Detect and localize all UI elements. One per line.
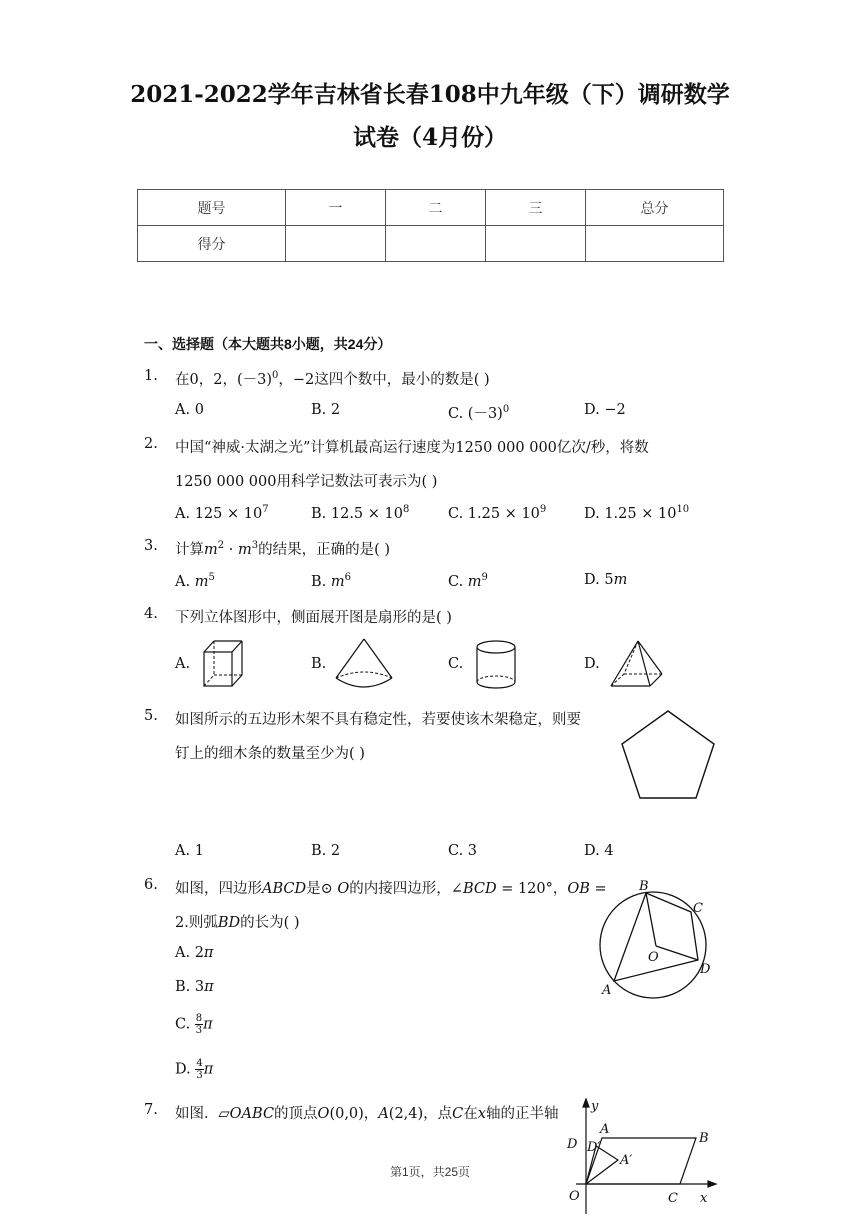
fig-label-y: y (591, 1099, 599, 1114)
option-d: D. 5m (584, 572, 628, 588)
question-text: 1250 000 000用科学记数法可表示为( ) (175, 474, 438, 490)
score-table-header-row (138, 190, 724, 226)
option-a: A. 1 (175, 843, 204, 859)
option-b: B. 2 (311, 843, 341, 859)
score-row-label: 得分 (138, 226, 286, 262)
option-a: A. (175, 656, 191, 672)
question-number: 4. (144, 606, 158, 622)
option-a: A. $m^5$ (175, 572, 215, 590)
option-c: C. $1.25 \times 10^9$ (448, 504, 547, 522)
score-header-cell: 总分 (586, 190, 724, 226)
score-table-row (138, 226, 724, 262)
question-text: 如图所示的五边形木架不具有稳定性，若要使该木架稳定，则要 (175, 712, 581, 728)
option-b: B. 3π (175, 979, 214, 995)
fig-label-o: O (569, 1189, 580, 1204)
fig-label-d: D (567, 1137, 578, 1152)
score-cell (286, 226, 386, 262)
page-title-line2: 试卷（4月份） (352, 124, 507, 151)
score-cell (586, 226, 724, 262)
pyramid-figure (608, 638, 666, 690)
score-header-cell: 三 (486, 190, 586, 226)
question-number: 2. (144, 436, 158, 452)
score-table (137, 189, 724, 262)
fig-label-d: D (700, 962, 711, 977)
circle-quadrilateral-figure (594, 876, 724, 1000)
fig-label-c: C (693, 901, 703, 916)
option-b: B. $12.5 \times 10^8$ (311, 504, 410, 522)
fig-label-o: O (648, 950, 659, 965)
question-text: 在0，2，$(-3)^0$，−2这四个数中，最小的数是( ) (175, 370, 490, 388)
question-number: 6. (144, 877, 158, 893)
option-b: B. 2 (311, 402, 341, 418)
score-cell (386, 226, 486, 262)
question-text: 2.则弧BD的长为( ) (175, 915, 300, 931)
cone-figure (333, 636, 395, 692)
fig-label-a: A (600, 1122, 610, 1137)
page-title-line1: 2021-2022学年吉林省长春108中九年级（下）调研数学 (130, 81, 730, 108)
option-d: D. (584, 656, 600, 672)
question-text: 计算$m^2 \cdot m^3$的结果，正确的是( ) (175, 540, 391, 558)
cube-figure (200, 638, 246, 690)
fig-label-a: A (602, 983, 612, 998)
section-heading: 一、选择题（本大题共8小题，共24分） (144, 336, 392, 352)
option-b: B. (311, 656, 327, 672)
fig-label-b: B (639, 879, 649, 894)
option-d: D. $1.25 \times 10^{10}$ (584, 504, 690, 522)
page-footer: 第1页，共25页 (389, 1165, 471, 1179)
option-c: C. (448, 656, 464, 672)
option-c: C. $m^9$ (448, 572, 488, 590)
question-number: 5. (144, 708, 158, 724)
score-header-cell: 一 (286, 190, 386, 226)
option-d: D. 4 (584, 843, 614, 859)
option-a: A. 2π (175, 945, 214, 961)
option-a: A. 0 (175, 402, 204, 418)
option-b: B. $m^6$ (311, 572, 351, 590)
option-c: C. 3 (448, 843, 478, 859)
parallelogram-figure (562, 1098, 722, 1216)
fig-label-b: B (699, 1131, 709, 1146)
question-number: 3. (144, 538, 158, 554)
question-number: 1. (144, 368, 158, 384)
fig-label-x: x (700, 1191, 708, 1206)
fig-label-a-prime: A′ (620, 1153, 633, 1168)
question-text: 如图．▱OABC的顶点O(0,0)，A(2,4)，点C在x轴的正半轴 (175, 1106, 559, 1122)
fig-label-c: C (668, 1191, 678, 1206)
fig-label-d-prime: D′ (587, 1140, 601, 1155)
option-a: A. $125 \times 10^7$ (175, 504, 269, 522)
question-text: 如图，四边形ABCD是⊙ O的内接四边形，∠BCD = 120°，OB = (175, 881, 607, 897)
score-cell (486, 226, 586, 262)
question-text: 下列立体图形中，侧面展开图是扇形的是( ) (175, 610, 452, 626)
question-number: 7. (144, 1102, 158, 1118)
score-header-cell: 题号 (138, 190, 286, 226)
option-d: D. $\frac{4}{3}$ π (175, 1058, 214, 1081)
option-c: C. $\frac{8}{3}$ π (175, 1013, 213, 1036)
score-header-cell: 二 (386, 190, 486, 226)
question-text: 中国“神威·太湖之光”计算机最高运行速度为1250 000 000亿次/秒，将数 (175, 440, 649, 456)
pentagon-figure (618, 708, 718, 802)
question-text: 钉上的细木条的数量至少为( ) (175, 746, 365, 762)
option-d: D. −2 (584, 402, 626, 418)
option-c: C. $(-3)^0$ (448, 404, 510, 422)
cylinder-figure (472, 638, 520, 692)
